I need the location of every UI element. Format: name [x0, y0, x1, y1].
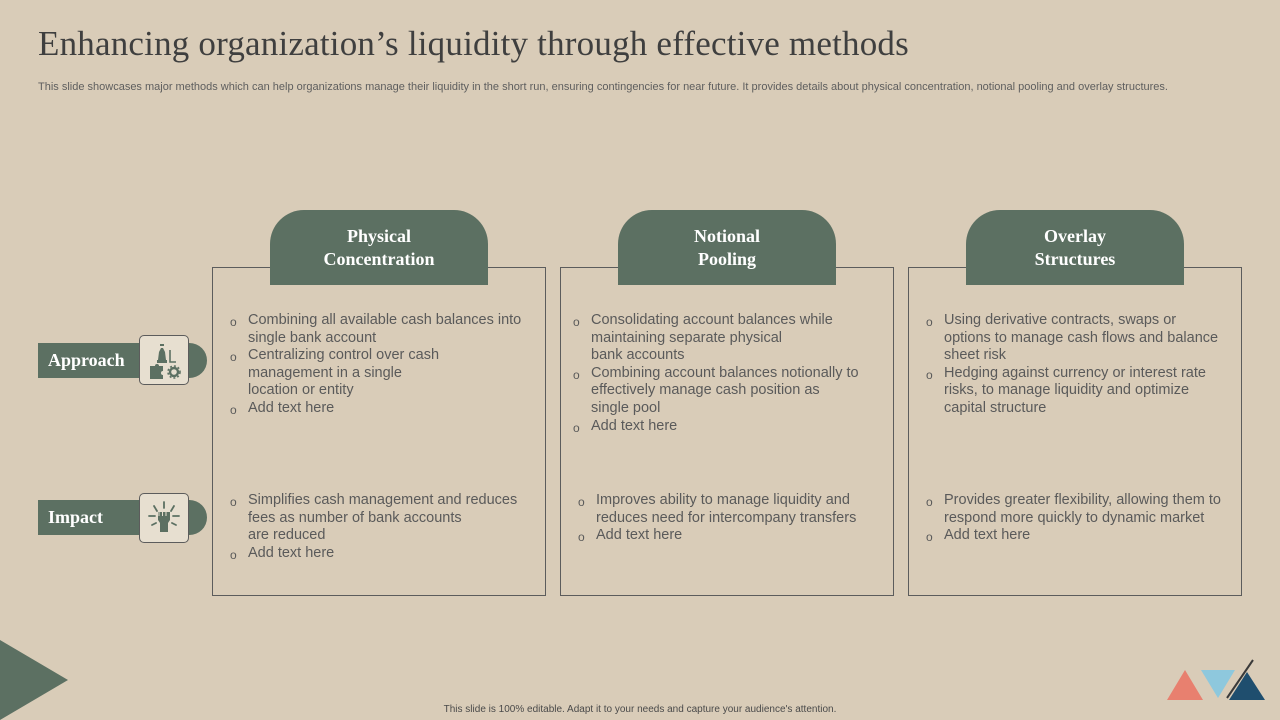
approach-row-label: Approach: [38, 343, 188, 378]
list-item: o Add text here: [573, 418, 878, 436]
page-title: Enhancing organization’s liquidity through effective methods: [38, 24, 909, 63]
approach-list-notional-pooling: [573, 312, 878, 435]
brand-triangles-logo: [1165, 658, 1267, 702]
impact-row-label: Impact: [38, 500, 188, 535]
impact-icon-frame: [139, 493, 189, 543]
list-item: o Combining account balances notionally to effectively manage cash position as single pool: [573, 365, 878, 418]
list-item: o Add text here: [926, 527, 1231, 545]
list-item: o Using derivative contracts, swaps or options to manage cash flows and balance sheet risk: [926, 312, 1231, 365]
column-heading-notional-pooling: Notional Pooling: [618, 210, 836, 285]
list-item: o Consolidating account balances while maintaining separate physical bank accounts: [573, 312, 878, 365]
list-item: o Simplifies cash management and reduces fees as number of bank accounts are reduced: [230, 492, 535, 545]
footer-note: This slide is 100% editable. Adapt it to your needs and capture your audience's attention.: [443, 704, 837, 715]
impact-list-notional-pooling: [578, 492, 883, 545]
list-item: o Add text here: [230, 545, 535, 563]
column-heading-overlay-structures: Overlay Structures: [966, 210, 1184, 285]
list-item: o Add text here: [578, 527, 883, 545]
list-item: o Add text here: [230, 400, 535, 418]
approach-list-physical-concentration: [230, 312, 535, 418]
impact-list-overlay-structures: [926, 492, 1231, 545]
column-heading-physical-concentration: Physical Concentration: [270, 210, 488, 285]
list-item: o Provides greater flexibility, allowing them to respond more quickly to dynamic market: [926, 492, 1231, 527]
strategy-chess-puzzle-gear-icon: [144, 340, 184, 380]
approach-list-overlay-structures: [926, 312, 1231, 418]
list-item: o Improves ability to manage liquidity and reduces need for intercompany transfers: [578, 492, 883, 527]
list-item: o Centralizing control over cash management in a single location or entity: [230, 347, 535, 400]
list-item: o Combining all available cash balances into single bank account: [230, 312, 535, 347]
impact-list-physical-concentration: [230, 492, 535, 562]
approach-icon-frame: [139, 335, 189, 385]
page-subtitle: This slide showcases major methods which can help organizations manage their liquidity in the short run, ensuring contingencies for near future. It provides details about physical concentration, notional pooling and overlay structures.: [38, 81, 1168, 93]
list-item: o Hedging against currency or interest rate risks, to manage liquidity and optimize capital structure: [926, 365, 1231, 418]
fist-impact-icon: [144, 498, 184, 538]
